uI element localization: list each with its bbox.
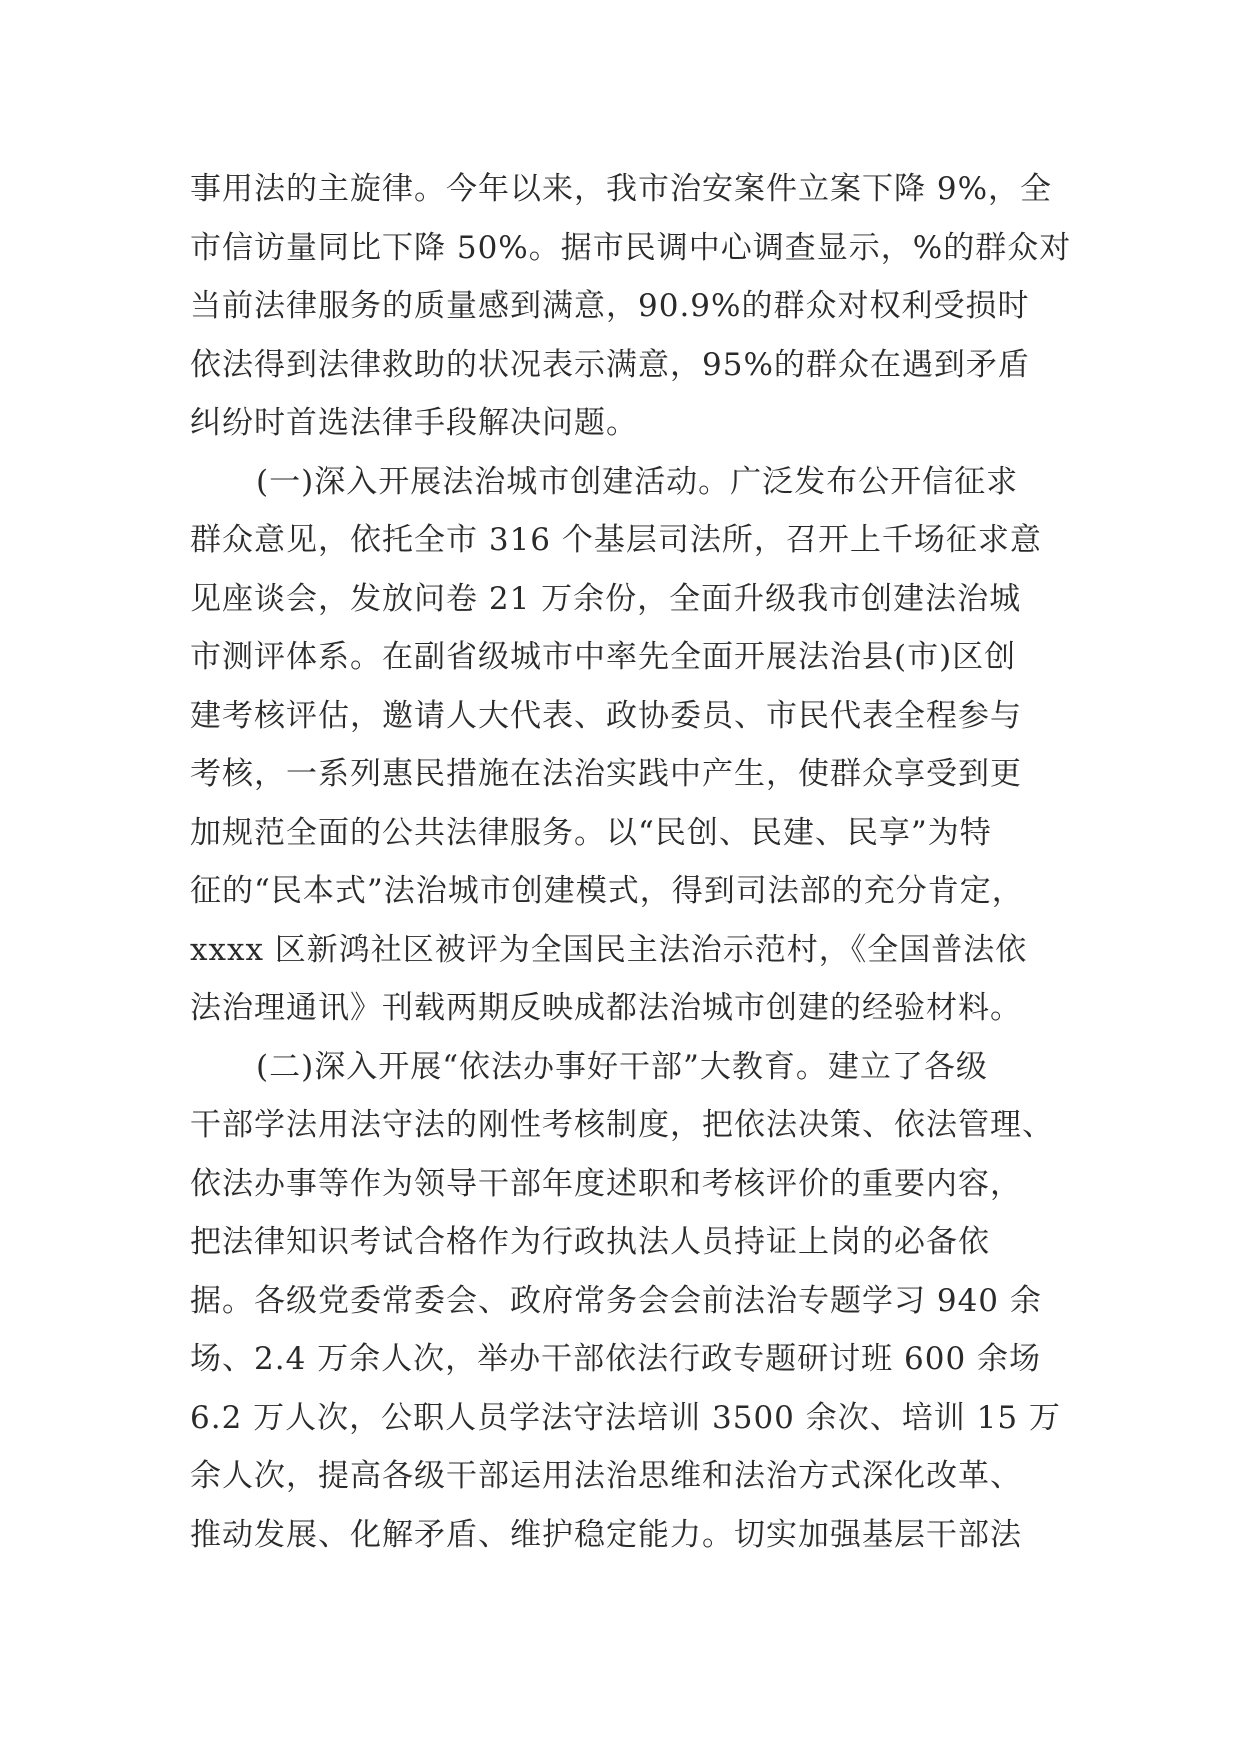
text-line: 市测评体系。在副省级城市中率先全面开展法治县(市)区创: [190, 639, 1017, 675]
text-line: 依法得到法律救助的状况表示满意，95%的群众在遇到矛盾: [190, 346, 1030, 383]
paragraph-first-line: (二)深入开展“依法办事好干部”大教育。建立了各级: [256, 1048, 988, 1085]
text-line: 当前法律服务的质量感到满意，90.9%的群众对权利受损时: [190, 288, 1030, 324]
text-line: xxxx 区新鸿社区被评为全国民主法治示范村，《全国普法依: [190, 931, 1028, 968]
text-line: 纠纷时首选法律手段解决问题。: [190, 405, 638, 441]
text-line: 建考核评估，邀请人大代表、政协委员、市民代表全程参与: [190, 697, 1022, 734]
text-line: 征的“民本式”法治城市创建模式，得到司法部的充分肯定，: [190, 873, 1024, 909]
text-line: 场、2.4 万余人次，举办干部依法行政专题研讨班 600 余场: [190, 1341, 1042, 1377]
paragraph-first-line: (一)深入开展法治城市创建活动。广泛发布公开信征求: [256, 463, 1019, 500]
text-line: 据。各级党委常委会、政府常务会会前法治专题学习 940 余: [190, 1282, 1042, 1319]
text-line: 见座谈会，发放问卷 21 万余份，全面升级我市创建法治城: [190, 580, 1022, 617]
text-line: 余人次，提高各级干部运用法治思维和法治方式深化改革、: [190, 1458, 1022, 1494]
text-line: 依法办事等作为领导干部年度述职和考核评价的重要内容，: [190, 1165, 1022, 1202]
text-line: 加规范全面的公共法律服务。以“民创、民建、民享”为特: [190, 814, 992, 851]
text-line: 把法律知识考试合格作为行政执法人员持证上岗的必备依: [190, 1224, 990, 1260]
text-line: 6.2 万人次，公职人员学法守法培训 3500 余次、培训 15 万: [190, 1399, 1061, 1436]
text-line: 推动发展、化解矛盾、维护稳定能力。切实加强基层干部法: [190, 1516, 1022, 1553]
text-line: 事用法的主旋律。今年以来，我市治安案件立案下降 9%，全: [190, 171, 1053, 207]
document-body: [190, 160, 1070, 1564]
text-line: 干部学法用法守法的刚性考核制度，把依法决策、依法管理、: [190, 1107, 1054, 1143]
text-line: 考核，一系列惠民措施在法治实践中产生，使群众享受到更: [190, 756, 1022, 792]
text-line: 群众意见，依托全市 316 个基层司法所，召开上千场征求意: [190, 522, 1042, 558]
text-line: 市信访量同比下降 50%。据市民调中心调查显示，%的群众对: [190, 229, 1072, 266]
text-line: 法治理通讯》刊载两期反映成都法治城市创建的经验材料。: [190, 990, 1022, 1026]
